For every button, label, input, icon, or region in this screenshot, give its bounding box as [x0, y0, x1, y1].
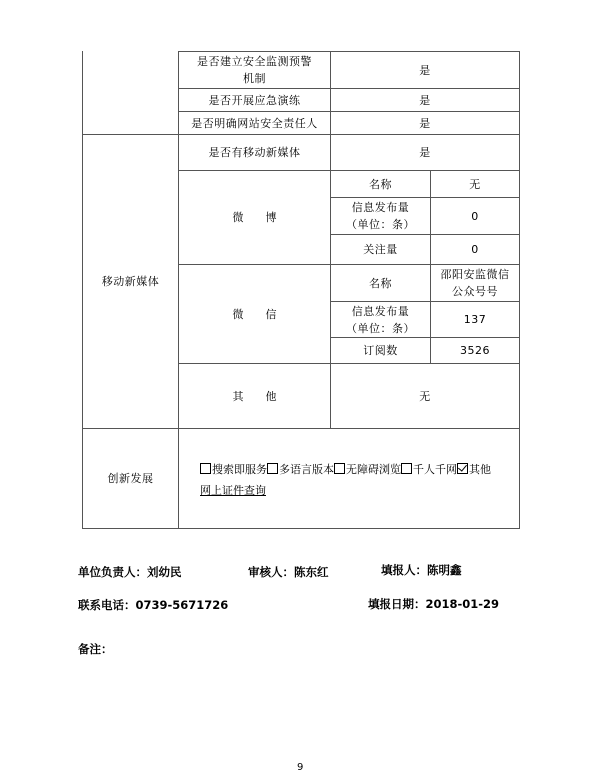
table-bottom-line: [82, 528, 520, 529]
weibo-label: 微博: [232, 211, 299, 224]
checkbox-icon[interactable]: [267, 463, 278, 474]
monitoring-value: 是: [419, 63, 431, 77]
other-media-value: 无: [419, 389, 431, 403]
option-search-as-service[interactable]: 搜索即服务: [200, 463, 267, 476]
wechat-count-label: 信息发布量 （单位：条）: [346, 304, 415, 335]
wechat-label: 微信: [232, 307, 299, 321]
innovation-label: 创新发展: [107, 472, 154, 485]
filler: 填报人：陈明鑫: [381, 563, 462, 577]
innovation-options: [200, 461, 491, 477]
weibo-name-label: 名称: [369, 177, 392, 191]
reviewer: 审核人：陈东红: [248, 565, 329, 579]
contact-phone: 联系电话：0739-5671726: [78, 598, 229, 612]
drill-value: 是: [419, 93, 431, 107]
fill-date: 填报日期：2018-01-29: [368, 597, 500, 611]
weibo-follow-value: 0: [471, 243, 479, 256]
innovation-other-text: 网上证件查询: [200, 484, 266, 497]
monitoring-label: 是否建立安全监测预警 机制: [197, 55, 312, 85]
wechat-name-value: 邵阳安监微信 公众号号: [440, 268, 510, 298]
checkbox-icon[interactable]: [401, 463, 412, 474]
remark: 备注：: [78, 642, 113, 656]
option-multilingual[interactable]: 多语言版本: [267, 463, 334, 476]
wechat-name-label: 名称: [369, 276, 392, 290]
wechat-count-value: 137: [463, 313, 487, 326]
table-border-right: [519, 51, 520, 529]
has-mobile-label: 是否有移动新媒体: [208, 146, 301, 159]
unit-head: 单位负责人：刘幼民: [78, 565, 182, 579]
has-mobile-value: 是: [419, 146, 431, 159]
checkbox-icon[interactable]: [200, 463, 211, 474]
wechat-sub-label: 订阅数: [363, 344, 398, 357]
new-media-section-label: 移动新媒体: [101, 275, 160, 288]
option-personalized[interactable]: 千人千网: [401, 463, 457, 476]
option-other[interactable]: 其他: [457, 463, 491, 476]
security-owner-value: 是: [419, 116, 431, 130]
weibo-name-value: 无: [469, 177, 481, 191]
checked-checkbox-icon[interactable]: [457, 463, 468, 474]
page-number: 9: [297, 762, 304, 773]
security-owner-label: 是否明确网站安全责任人: [191, 116, 318, 130]
weibo-count-label: 信息发布量 （单位：条）: [346, 201, 415, 231]
weibo-count-value: 0: [471, 209, 479, 223]
drill-label: 是否开展应急演练: [208, 93, 301, 107]
option-accessibility[interactable]: 无障碍浏览: [334, 463, 401, 476]
checkbox-icon[interactable]: [334, 463, 345, 474]
wechat-sub-value: 3526: [460, 344, 490, 357]
weibo-follow-label: 关注量: [363, 243, 398, 256]
other-media-label: 其他: [232, 389, 299, 403]
